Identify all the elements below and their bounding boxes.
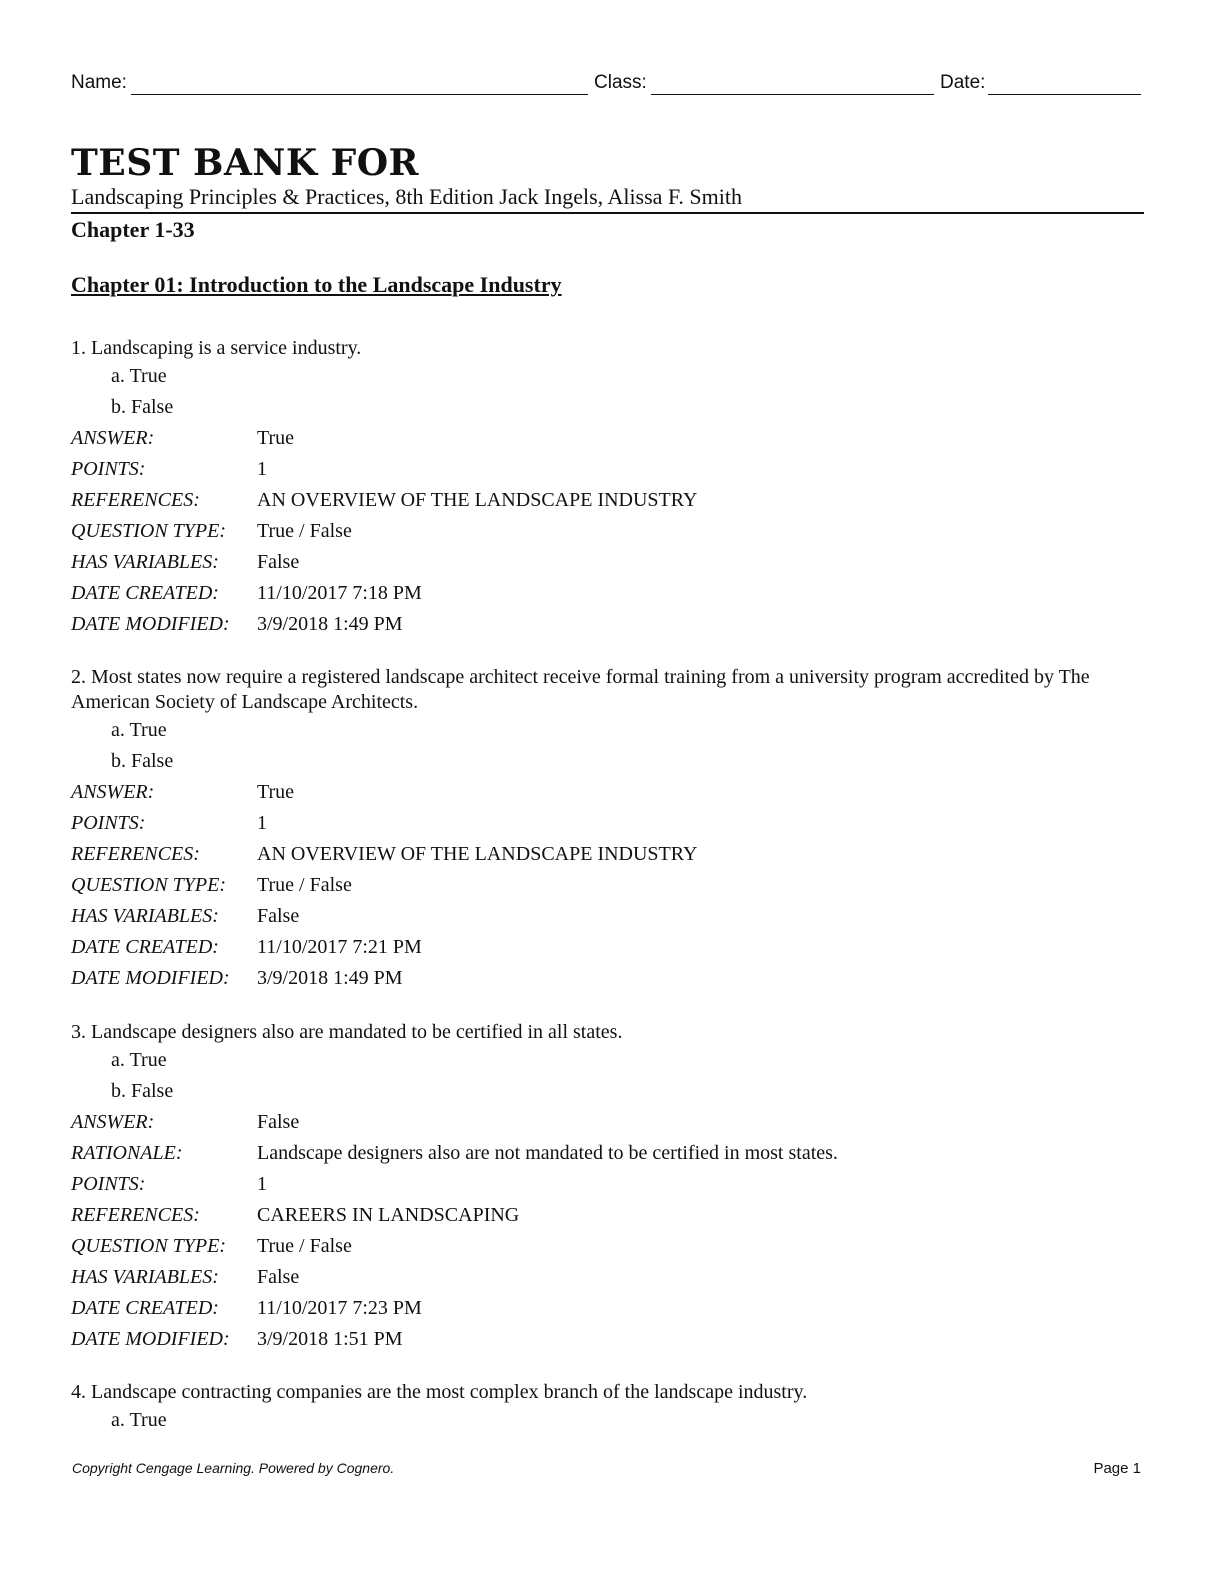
option-true: a. True — [111, 719, 167, 741]
option-true: a. True — [111, 1409, 167, 1431]
date-blank-line — [988, 94, 1141, 95]
meta-has-variables: HAS VARIABLES: False — [71, 551, 300, 573]
name-blank-line — [131, 94, 588, 95]
question-1 — [71, 336, 1131, 640]
footer-page-number: Page 1 — [1093, 1460, 1141, 1477]
meta-date-modified: DATE MODIFIED: 3/9/2018 1:51 PM — [71, 1328, 403, 1350]
student-info-header — [71, 72, 1142, 98]
option-false: b. False — [111, 750, 174, 772]
meta-date-created: DATE CREATED: 11/10/2017 7:18 PM — [71, 582, 422, 604]
question-stem: 2. Most states now require a registered landscape architect receive formal training from a university program accredited by The American Society of Landscape Architects. — [71, 666, 1090, 713]
meta-answer: ANSWER: False — [71, 1111, 300, 1133]
question-stem: 1. Landscaping is a service industry. — [71, 337, 362, 359]
meta-rationale: RATIONALE: Landscape designers also are not mandated to be certified in most states. — [71, 1142, 838, 1164]
footer-copyright: Copyright Cengage Learning. Powered by Cognero. — [72, 1460, 395, 1476]
class-label: Class: — [594, 72, 647, 93]
meta-references: REFERENCES: CAREERS IN LANDSCAPING — [71, 1204, 520, 1226]
meta-question-type: QUESTION TYPE: True / False — [71, 874, 352, 896]
chapter-range: Chapter 1-33 — [71, 217, 195, 242]
option-true: a. True — [111, 365, 167, 387]
meta-question-type: QUESTION TYPE: True / False — [71, 1235, 352, 1257]
meta-answer: ANSWER: True — [71, 427, 295, 449]
meta-date-created: DATE CREATED: 11/10/2017 7:21 PM — [71, 936, 422, 958]
book-subtitle: Landscaping Principles & Practices, 8th Edition Jack Ingels, Alissa F. Smith — [71, 184, 742, 209]
class-blank-line — [651, 94, 934, 95]
title-divider — [71, 212, 1144, 214]
meta-date-modified: DATE MODIFIED: 3/9/2018 1:49 PM — [71, 613, 403, 635]
meta-has-variables: HAS VARIABLES: False — [71, 905, 300, 927]
meta-date-created: DATE CREATED: 11/10/2017 7:23 PM — [71, 1297, 422, 1319]
option-true: a. True — [111, 1049, 167, 1071]
meta-points: POINTS: 1 — [71, 812, 267, 834]
meta-references: REFERENCES: AN OVERVIEW OF THE LANDSCAPE INDUSTRY — [71, 843, 698, 865]
meta-question-type: QUESTION TYPE: True / False — [71, 520, 352, 542]
name-label: Name: — [71, 72, 127, 93]
meta-answer: ANSWER: True — [71, 781, 295, 803]
page-title: TEST BANK FOR — [71, 142, 419, 184]
date-label: Date: — [940, 72, 986, 93]
question-3 — [71, 1020, 1131, 1355]
question-stem: 3. Landscape designers also are mandated to be certified in all states. — [71, 1021, 623, 1043]
meta-date-modified: DATE MODIFIED: 3/9/2018 1:49 PM — [71, 967, 403, 989]
chapter-title: Chapter 01: Introduction to the Landscape Industry — [71, 272, 562, 297]
option-false: b. False — [111, 396, 174, 418]
option-false: b. False — [111, 1080, 174, 1102]
meta-references: REFERENCES: AN OVERVIEW OF THE LANDSCAPE INDUSTRY — [71, 489, 698, 511]
meta-points: POINTS: 1 — [71, 1173, 267, 1195]
question-4 — [71, 1380, 1131, 1436]
question-2 — [71, 665, 1131, 994]
meta-points: POINTS: 1 — [71, 458, 267, 480]
meta-has-variables: HAS VARIABLES: False — [71, 1266, 300, 1288]
question-stem: 4. Landscape contracting companies are the most complex branch of the landscape industry. — [71, 1381, 808, 1403]
